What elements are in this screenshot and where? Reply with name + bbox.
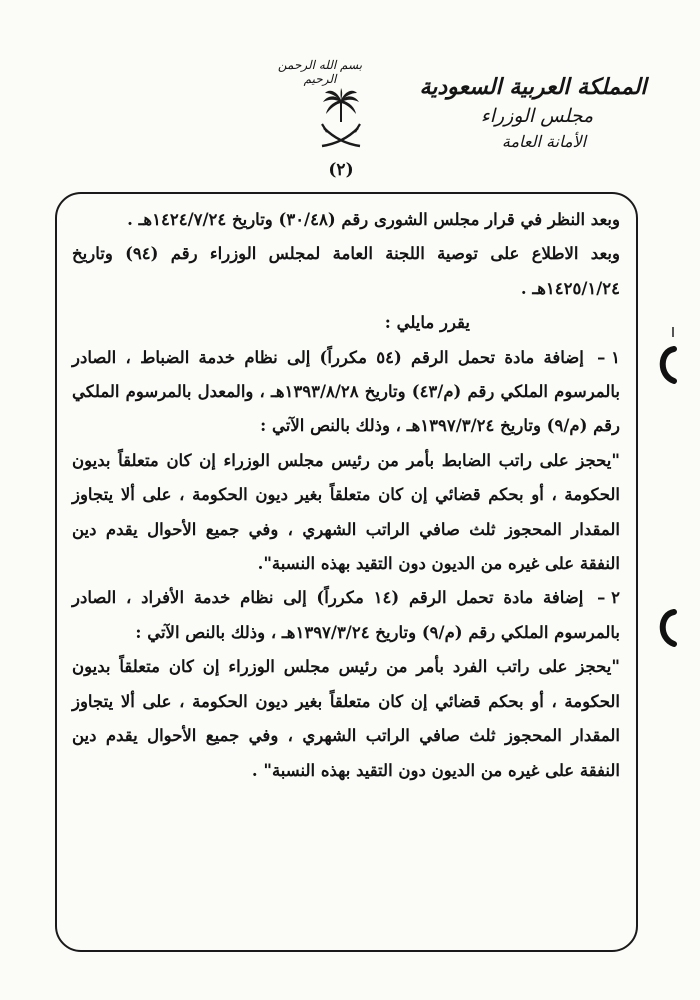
letterhead-kingdom: المملكة العربية السعودية [419,74,647,100]
page-number: (٢) [328,160,354,180]
letterhead [418,72,648,154]
article-1-number: ١ – [597,347,620,367]
article-1-text: إضافة مادة تحمل الرقم (٥٤ مكرراً) إلى نظام خدمة الضباط ، الصادر بالمرسوم الملكي رقم (م/٤٣) وتاريخ ١٣٩٣/٨/٢٨هـ ، والمعدل بالمرسوم الملكي رقم (م/٩) وتاريخ ١٣٩٧/٣/٢٤هـ ، وذلك بالنص الآتي : [72,347,620,436]
decision-heading: يقرر مايلي : [384,313,470,333]
letterhead-council: مجلس الوزراء [480,105,594,127]
binder-clip-icon [654,608,680,648]
article-2-quote: "يحجز على راتب الفرد بأمر من رئيس مجلس الوزراء إن كان متعلقاً بديون الحكومة ، أو بحكم قضائي إن كان متعلقاً بغير ديون الحكومة ، على ألا يتجاوز المقدار المحجوز ثلث صافي الراتب الشهري ، وفي جميع الأحوال يقدم دين النفقة على غيره من الديون دون التقيد بهذه النسبة" . [72,657,620,780]
document-body [72,203,620,788]
preamble-committee: وبعد الاطلاع على توصية اللجنة العامة لمجلس الوزراء رقم (٩٤) وتاريخ ١٤٢٥/١/٢٤هـ . [72,244,620,298]
article-2-text: إضافة مادة تحمل الرقم (١٤ مكرراً) إلى نظام خدمة الأفراد ، الصادر بالمرسوم الملكي رقم (م/٩) وتاريخ ١٣٩٧/٣/٢٤هـ ، وذلك بالنص الآتي : [72,588,620,642]
margin-tick [672,327,674,337]
article-2-number: ٢ – [597,588,620,608]
letterhead-secretariat: الأمانة العامة [501,132,587,151]
article-1 [72,341,620,444]
binder-clip-icon [654,345,680,385]
saudi-emblem-palm-swords-icon [318,88,364,158]
basmala: بسم الله الرحمن الرحيم [277,58,363,86]
article-2 [72,581,620,650]
preamble-shura: وبعد النظر في قرار مجلس الشورى رقم (٣٠/٤٨) وتاريخ ١٤٢٤/٧/٢٤هـ . [127,210,620,229]
article-1-quote: "يحجز على راتب الضابط بأمر من رئيس مجلس الوزراء إن كان متعلقاً بديون الحكومة ، أو بحكم قضائي إن كان متعلقاً بغير ديون الحكومة ، على ألا يتجاوز المقدار المحجوز ثلث صافي الراتب الشهري ، وفي جميع الأحوال يقدم دين النفقة على غيره من الديون دون التقيد بهذه النسبة". [72,450,620,574]
